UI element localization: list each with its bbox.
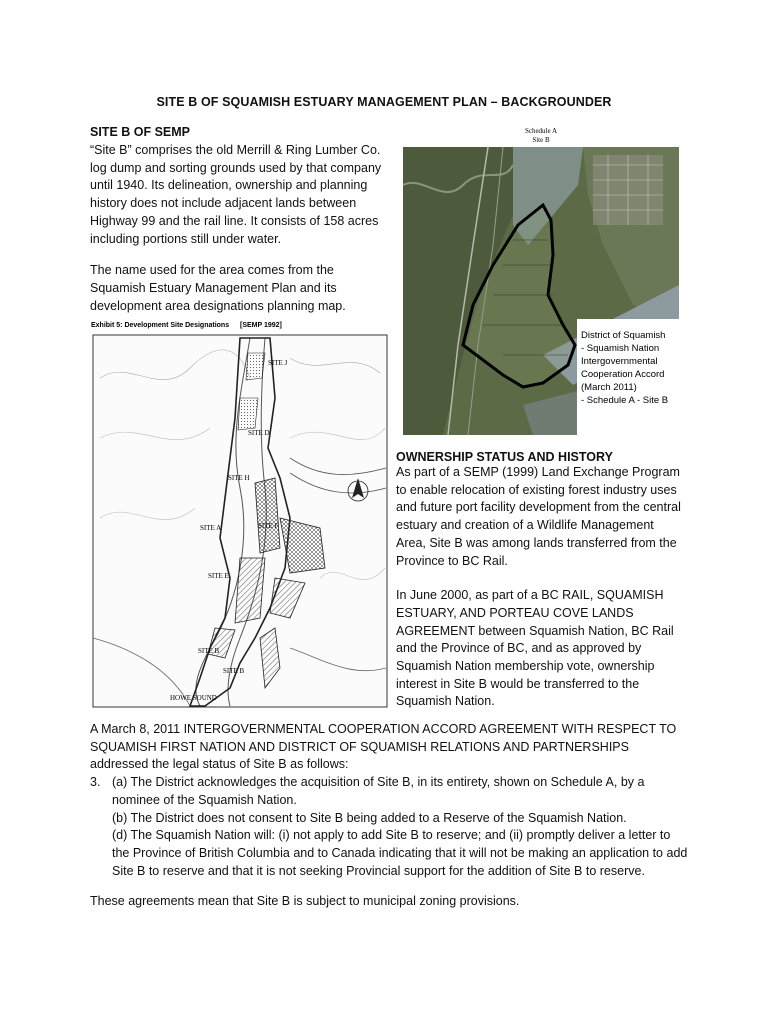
land-exchange-paragraph: As part of a SEMP (1999) Land Exchange Program to enable relocation of existing forest industry uses and future port facility development from the central estuary and creation of a Wildlife Management Area, Site B was among lands transferred from the Province to BC Rail. [396, 465, 681, 568]
section-accord [90, 721, 690, 911]
accord-item-number: 3. [90, 775, 101, 790]
section-heading-site-b: SITE B OF SEMP [90, 125, 191, 139]
legend-line-3: Intergovernmental [581, 356, 658, 367]
accord-item-3 [90, 774, 690, 880]
accord-paragraph: A March 8, 2011 INTERGOVERNMENTAL COOPERATION ACCORD AGREEMENT WITH RESPECT TO SQUAMISH FIRST NATION AND DISTRICT OF SQUAMISH RELATIONS AND PARTNERSHIPS addressed the legal status of Site B as follows: [90, 722, 677, 772]
lands-agreement-paragraph: In June 2000, as part of a BC RAIL, SQUAMISH ESTUARY, AND PORTEAU COVE LANDS AGREEMENT between Squamish Nation, BC Rail and the Province of BC, and as approved by Squamish Nation membership vote, ownership interest in Site B would be transferred to the Squamish Nation. [396, 588, 674, 709]
site-b-name-origin: The name used for the area comes from the Squamish Estuary Management Plan and its development area designations planning map. [90, 263, 346, 313]
map-label-site-d: SITE D [248, 429, 270, 437]
schedule-subtitle: Site B [532, 136, 550, 144]
map-caption: Exhibit 5: Development Site Designations [91, 322, 230, 329]
legend-line-6: - Schedule A - Site B [581, 395, 669, 406]
section-site-b [90, 125, 390, 315]
schedule-a-aerial-map [403, 125, 679, 435]
schedule-a-aerial-figure [403, 125, 679, 435]
map-label-site-a: SITE A [200, 524, 222, 532]
development-site-map [90, 318, 390, 710]
accord-item-a: (a) The District acknowledges the acquisition of Site B, in its entirety, shown on Schedule A, by a nominee of the Squamish Nation. [112, 775, 645, 807]
page-title: SITE B OF SQUAMISH ESTUARY MANAGEMENT PLAN – BACKGROUNDER [156, 95, 612, 109]
closing-statement: These agreements mean that Site B is subject to municipal zoning provisions. [90, 894, 520, 909]
map-label-howe-sound: HOWE SOUND [170, 694, 217, 702]
section-ownership [396, 450, 686, 711]
map-caption-ref: [SEMP 1992] [240, 322, 282, 329]
section-heading-ownership: OWNERSHIP STATUS AND HISTORY [396, 450, 613, 464]
map-label-site-j: SITE J [268, 359, 288, 367]
accord-item-d: (d) The Squamish Nation will: (i) not apply to add Site B to reserve; and (ii) promptly deliver a letter to the Province of British Columbia and to Canada indicating that it will not be making an application to add Site B to reserve and that it is not seeking Provincial support for the addition of Site B to reserve. [112, 828, 688, 878]
map-label-site-f: SITE F [258, 522, 279, 530]
map-label-site-h: SITE H [228, 474, 250, 482]
legend-line-5: (March 2011) [581, 382, 637, 393]
development-site-map-figure [90, 318, 390, 710]
map-label-site-e: SITE E [208, 572, 229, 580]
schedule-title: Schedule A [524, 127, 558, 135]
map-label-site-b-1: SITE B [198, 647, 220, 655]
legend-line-2: - Squamish Nation [581, 343, 660, 354]
legend-line-1: District of Squamish [581, 330, 666, 341]
accord-item-b: (b) The District does not consent to Site B being added to a Reserve of the Squamish Nation. [112, 810, 627, 825]
map-label-site-b-2: SITE B [223, 667, 245, 675]
legend-line-4: Cooperation Accord [581, 369, 665, 380]
site-b-description: “Site B” comprises the old Merrill & Ring Lumber Co. log dump and sorting grounds used by that company until 1940. Its delineation, ownership and planning history does not include adjacent lands between Highway 99 and the rail line. It consists of 158 acres including portions still under water. [90, 143, 382, 246]
